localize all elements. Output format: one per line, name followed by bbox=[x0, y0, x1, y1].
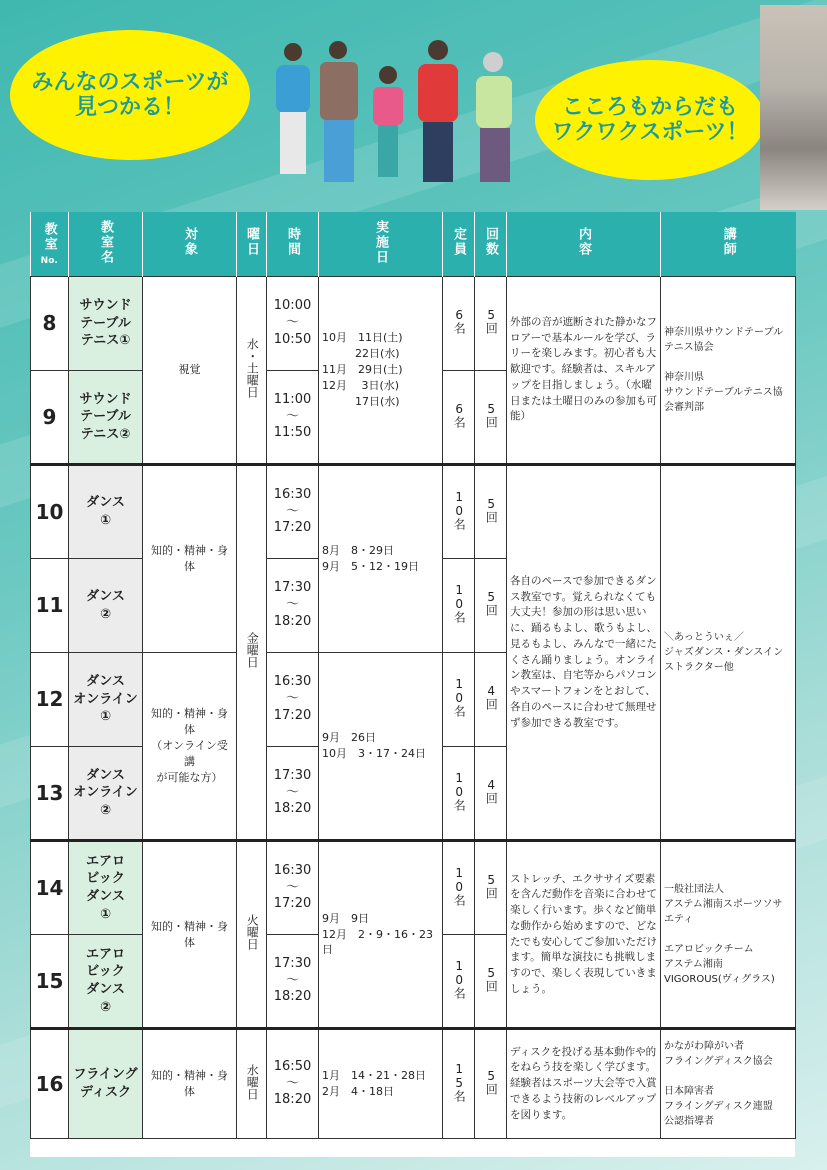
class-no: 12 bbox=[31, 653, 69, 747]
header-no: 教室 No. bbox=[31, 212, 69, 277]
family-illustration bbox=[268, 40, 528, 190]
header-capacity: 定員 bbox=[443, 212, 475, 277]
class-target: 知的・精神・身体 bbox=[143, 841, 237, 1029]
class-name: サウンド テーブル テニス② bbox=[69, 371, 143, 465]
bubble-right-line2: ワクワクスポーツ！ bbox=[551, 120, 749, 145]
header-name: 教室名 bbox=[69, 212, 143, 277]
class-capacity: 10名 bbox=[443, 841, 475, 935]
class-name: エアロ ビック ダンス ② bbox=[69, 935, 143, 1029]
class-no: 11 bbox=[31, 559, 69, 653]
class-content: 各自のペースで参加できるダンス教室です。覚えられなくても大丈夫！参加の形は思い思いに、踊るもよし、歌うもよし、見るもよし、みんなで一緒にたくさん踊りましょう。オンライン教室は、自宅等からパソコンやスマートフォンをとおして、各自のペースに合わせて無理せず参加できる教室です。 bbox=[507, 465, 661, 841]
class-name: エアロ ビック ダンス ① bbox=[69, 841, 143, 935]
class-dates: 10月 11日(土) 22日(水) 11月 29日(土) 12月 3日(水) 17日(水) bbox=[319, 277, 443, 465]
class-name: ダンス オンライン ② bbox=[69, 747, 143, 841]
class-time: 17:30 ～ 18:20 bbox=[267, 747, 319, 841]
bubble-left-line2: 見つかる！ bbox=[74, 95, 185, 120]
class-teacher: 神奈川県サウンドテーブルテニス協会 神奈川県 サウンドテーブルテニス協会審判部 bbox=[661, 277, 796, 465]
class-time: 10:00 ～ 10:50 bbox=[267, 277, 319, 371]
class-count: 4回 bbox=[475, 653, 507, 747]
class-target: 視覚 bbox=[143, 277, 237, 465]
header-dates: 実施日 bbox=[319, 212, 443, 277]
header-target: 対象 bbox=[143, 212, 237, 277]
class-teacher: 一般社団法人 アステム湘南スポーツソサエティ エアロビックチーム アステム湘南 VIGOROUS(ヴィグラス) bbox=[661, 841, 796, 1029]
class-no: 10 bbox=[31, 465, 69, 559]
class-day: 金曜日 bbox=[237, 465, 267, 841]
class-name: ダンス ② bbox=[69, 559, 143, 653]
class-time: 11:00 ～ 11:50 bbox=[267, 371, 319, 465]
header-content: 内容 bbox=[507, 212, 661, 277]
class-no: 14 bbox=[31, 841, 69, 935]
class-name: ダンス ① bbox=[69, 465, 143, 559]
header-count: 回数 bbox=[475, 212, 507, 277]
class-capacity: 6名 bbox=[443, 371, 475, 465]
class-capacity: 10名 bbox=[443, 559, 475, 653]
class-time: 16:30 ～ 17:20 bbox=[267, 465, 319, 559]
class-day: 火曜日 bbox=[237, 841, 267, 1029]
class-no: 15 bbox=[31, 935, 69, 1029]
table-row bbox=[31, 841, 796, 935]
bubble-left-line1: みんなのスポーツが bbox=[31, 69, 229, 95]
class-no: 8 bbox=[31, 277, 69, 371]
bubble-right bbox=[535, 60, 765, 180]
class-target: 知的・精神・身体 bbox=[143, 465, 237, 653]
class-capacity: 10名 bbox=[443, 465, 475, 559]
class-dates: 8月 8・29日 9月 5・12・19日 bbox=[319, 465, 443, 653]
class-time: 16:50 ～ 18:20 bbox=[267, 1029, 319, 1139]
class-dates: 9月 9日 12月 2・9・16・23日 bbox=[319, 841, 443, 1029]
class-count: 5回 bbox=[475, 465, 507, 559]
class-capacity: 15名 bbox=[443, 1029, 475, 1139]
class-count: 5回 bbox=[475, 935, 507, 1029]
bubble-right-line1: こころもからだも bbox=[561, 94, 738, 120]
class-time: 16:30 ～ 17:20 bbox=[267, 841, 319, 935]
class-count: 5回 bbox=[475, 371, 507, 465]
header-day: 曜日 bbox=[237, 212, 267, 277]
class-schedule-table bbox=[30, 212, 795, 1157]
class-capacity: 6名 bbox=[443, 277, 475, 371]
table-row bbox=[31, 465, 796, 559]
class-capacity: 10名 bbox=[443, 747, 475, 841]
class-dates: 1月 14・21・28日 2月 4・18日 bbox=[319, 1029, 443, 1139]
class-capacity: 10名 bbox=[443, 653, 475, 747]
class-time: 17:30 ～ 18:20 bbox=[267, 559, 319, 653]
class-time: 17:30 ～ 18:20 bbox=[267, 935, 319, 1029]
class-capacity: 10名 bbox=[443, 935, 475, 1029]
class-no: 13 bbox=[31, 747, 69, 841]
class-target: 知的・精神・身体 （オンライン受講 が可能な方） bbox=[143, 653, 237, 841]
class-name: サウンド テーブル テニス① bbox=[69, 277, 143, 371]
bubble-left bbox=[10, 30, 250, 160]
class-name: ダンス オンライン ① bbox=[69, 653, 143, 747]
header-time: 時間 bbox=[267, 212, 319, 277]
class-content: ディスクを投げる基本動作や的をねらう技を楽しく学びます。経験者はスポーツ大会等で入賞できるよう技術のレベルアップを図ります。 bbox=[507, 1029, 661, 1139]
dance-photo bbox=[760, 5, 827, 210]
class-teacher: かながわ障がい者 フライングディスク協会 日本障害者 フライングディスク連盟 公認指導者 bbox=[661, 1029, 796, 1139]
class-count: 5回 bbox=[475, 277, 507, 371]
class-content: 外部の音が遮断された静かなフロアーで基本ルールを学び、ラリーを楽しみます。初心者も大歓迎です。経験者は、スキルアップを目指しましょう。（水曜日または土曜日のみの参加も可能） bbox=[507, 277, 661, 465]
class-no: 9 bbox=[31, 371, 69, 465]
class-count: 5回 bbox=[475, 841, 507, 935]
class-target: 知的・精神・身体 bbox=[143, 1029, 237, 1139]
class-day: 水曜日 bbox=[237, 1029, 267, 1139]
class-name: フライング ディスク bbox=[69, 1029, 143, 1139]
class-day: 水・土曜日 bbox=[237, 277, 267, 465]
table-row bbox=[31, 1029, 796, 1139]
table-row bbox=[31, 277, 796, 371]
class-teacher: ＼あっとういぇ／ ジャズダンス・ダンスインストラクター他 bbox=[661, 465, 796, 841]
class-no: 16 bbox=[31, 1029, 69, 1139]
class-count: 5回 bbox=[475, 1029, 507, 1139]
class-dates: 9月 26日 10月 3・17・24日 bbox=[319, 653, 443, 841]
class-time: 16:30 ～ 17:20 bbox=[267, 653, 319, 747]
header-teacher: 講師 bbox=[661, 212, 796, 277]
header-row bbox=[31, 212, 796, 277]
class-count: 4回 bbox=[475, 747, 507, 841]
class-content: ストレッチ、エクササイズ要素を含んだ動作を音楽に合わせて楽しく行います。歩くなど簡単な動作から始めますので、どなたでも安心してご参加いただけます。簡単な演技にも挑戦しますので、楽しく表現していきましょう。 bbox=[507, 841, 661, 1029]
class-count: 5回 bbox=[475, 559, 507, 653]
